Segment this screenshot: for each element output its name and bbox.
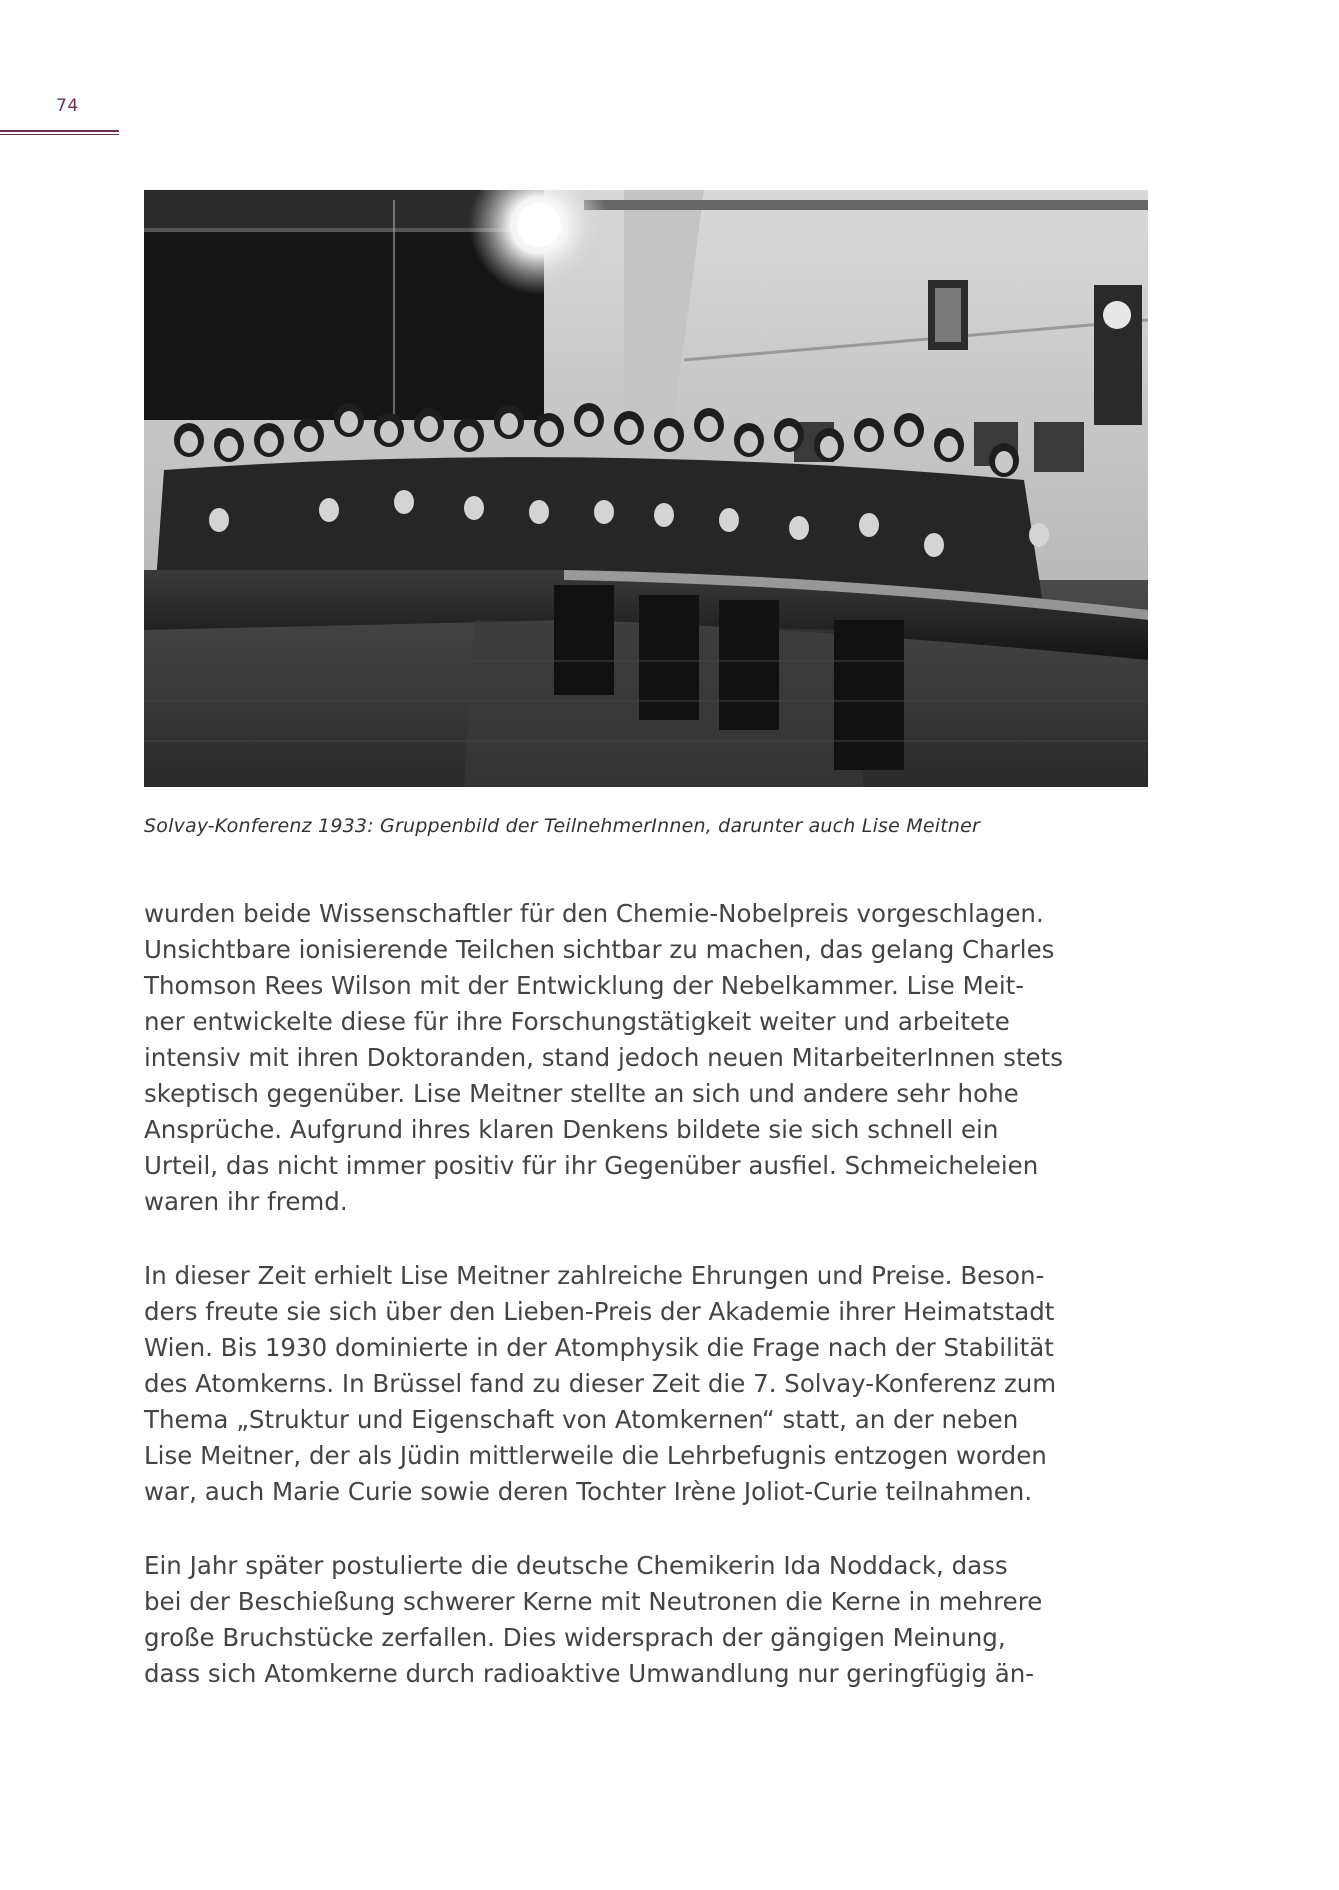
- paragraph-line: Ein Jahr später postulierte die deutsche Chemikerin Ida Noddack, dass: [144, 1551, 1008, 1580]
- paragraph-line: dass sich Atomkerne durch radioaktive Umwandlung nur geringfügig än-: [144, 1659, 1035, 1688]
- paragraph-line: ner entwickelte diese für ihre Forschungstätigkeit weiter und arbeitete: [144, 1007, 1010, 1036]
- paragraph-3: [144, 1548, 1044, 1692]
- header-rule: [0, 130, 119, 132]
- paragraph-line: Ansprüche. Aufgrund ihres klaren Denkens bildete sie sich schnell ein: [144, 1115, 999, 1144]
- paragraph-line: Thomson Rees Wilson mit der Entwicklung der Nebelkammer. Lise Meit-: [144, 971, 1025, 1000]
- paragraph-line: Wien. Bis 1930 dominierte in der Atomphysik die Frage nach der Stabilität: [144, 1333, 1054, 1362]
- paragraph-1: [144, 896, 1063, 1220]
- paragraph-line: bei der Beschießung schwerer Kerne mit Neutronen die Kerne in mehrere: [144, 1587, 1043, 1616]
- header-rule-thin: [0, 134, 119, 135]
- paragraph-line: wurden beide Wissenschaftler für den Chemie-Nobelpreis vorgeschlagen.: [144, 899, 1044, 928]
- paragraph-line: ders freute sie sich über den Lieben-Preis der Akademie ihrer Heimatstadt: [144, 1297, 1055, 1326]
- photo-illustration: [144, 190, 1148, 787]
- paragraph-line: war, auch Marie Curie sowie deren Tochter Irène Joliot-Curie teilnahmen.: [144, 1477, 1033, 1506]
- paragraph-2: [144, 1258, 1057, 1510]
- paragraph-line: In dieser Zeit erhielt Lise Meitner zahlreiche Ehrungen und Preise. Beson-: [144, 1261, 1045, 1290]
- photo-caption: Solvay-Konferenz 1933: Gruppenbild der TeilnehmerInnen, darunter auch Lise Meitner: [144, 815, 981, 837]
- paragraph-line: Thema „Struktur und Eigenschaft von Atomkernen“ statt, an der neben: [144, 1405, 1019, 1434]
- paragraph-line: Unsichtbare ionisierende Teilchen sichtbar zu machen, das gelang Charles: [144, 935, 1055, 964]
- paragraph-line: skeptisch gegenüber. Lise Meitner stellte an sich und andere sehr hohe: [144, 1079, 1019, 1108]
- group-photo: [144, 190, 1148, 787]
- paragraph-line: intensiv mit ihren Doktoranden, stand jedoch neuen MitarbeiterInnen stets: [144, 1043, 1063, 1072]
- paragraph-line: waren ihr fremd.: [144, 1187, 348, 1216]
- paragraph-line: des Atomkerns. In Brüssel fand zu dieser Zeit die 7. Solvay-Konferenz zum: [144, 1369, 1057, 1398]
- paragraph-line: große Bruchstücke zerfallen. Dies widersprach der gängigen Meinung,: [144, 1623, 1006, 1652]
- paragraph-line: Urteil, das nicht immer positiv für ihr Gegenüber ausfiel. Schmeicheleien: [144, 1151, 1039, 1180]
- page-number: 74: [56, 96, 79, 116]
- paragraph-line: Lise Meitner, der als Jüdin mittlerweile die Lehrbefugnis entzogen worden: [144, 1441, 1047, 1470]
